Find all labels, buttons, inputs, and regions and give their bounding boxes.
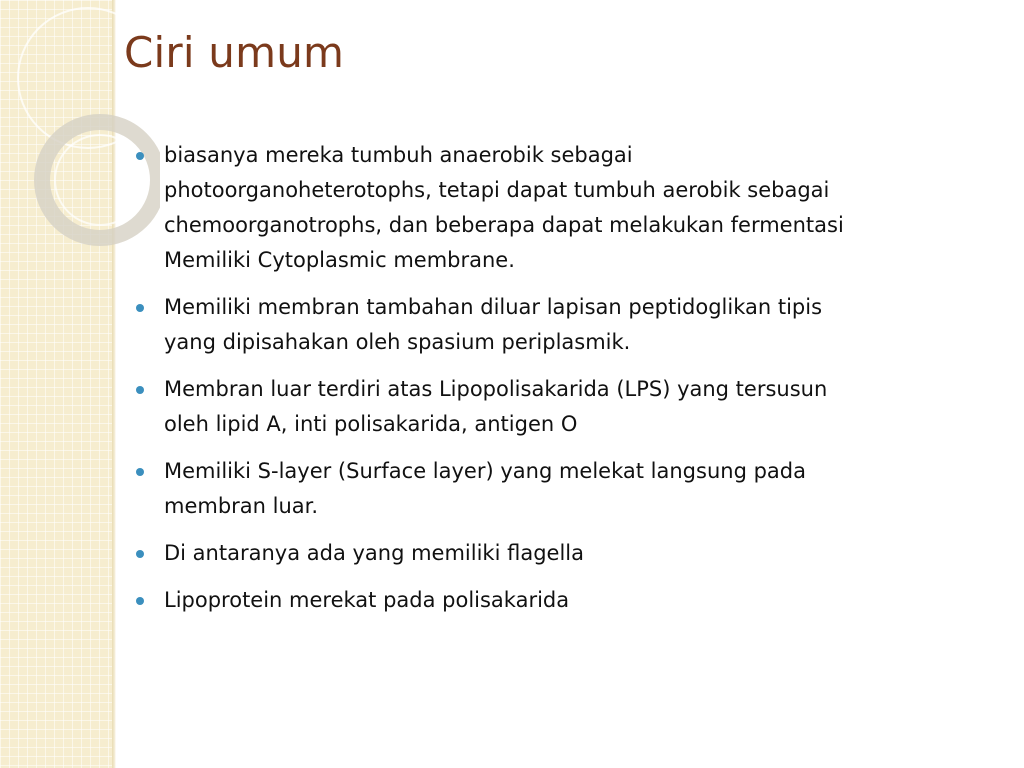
- bullet-item: [132, 536, 952, 571]
- bullet-item: [132, 372, 952, 442]
- bullet-text: biasanya mereka tumbuh anaerobik sebagai photoorganoheterotophs, tetapi dapat tumbuh aerobik sebagai chemoorganotrophs, dan beberapa dapat melakukan fermentasi Memiliki Cytoplasmic membrane.: [164, 143, 844, 272]
- bullet-list: [132, 138, 952, 630]
- bullet-text: Membran luar terdiri atas Lipopolisakarida (LPS) yang tersusun oleh lipid A, inti polisakarida, antigen O: [164, 377, 828, 436]
- decorative-grid-panel: [0, 0, 112, 768]
- bullet-dot-icon: [136, 597, 144, 605]
- bullet-dot-icon: [136, 152, 144, 160]
- bullet-dot-icon: [136, 304, 144, 312]
- bullet-item: [132, 583, 952, 618]
- bullet-dot-icon: [136, 550, 144, 558]
- bullet-dot-icon: [136, 468, 144, 476]
- bullet-text: Memiliki S-layer (Surface layer) yang melekat langsung pada membran luar.: [164, 459, 806, 518]
- bullet-item: [132, 290, 952, 360]
- panel-edge: [112, 0, 116, 768]
- bullet-item: [132, 138, 952, 278]
- bullet-text: Memiliki membran tambahan diluar lapisan peptidoglikan tipis yang dipisahakan oleh spasium periplasmik.: [164, 295, 823, 354]
- bullet-text: Di antaranya ada yang memiliki flagella: [164, 541, 584, 565]
- bullet-item: [132, 454, 952, 524]
- bullet-text: Lipoprotein merekat pada polisakarida: [164, 588, 570, 612]
- bullet-dot-icon: [136, 386, 144, 394]
- slide-title: Ciri umum: [124, 28, 345, 77]
